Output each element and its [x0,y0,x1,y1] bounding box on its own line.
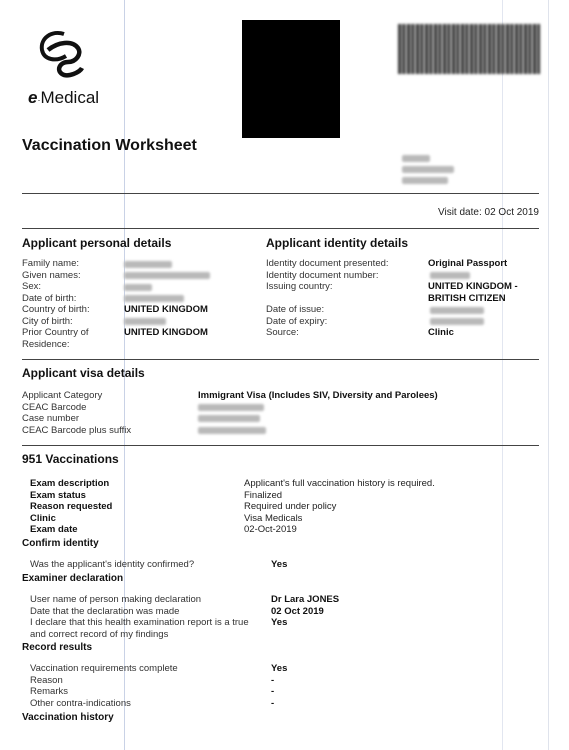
category-label: Applicant Category [22,390,103,401]
section-heading-confirm-identity: Confirm identity [22,538,99,549]
section-heading-vaccination-history: Vaccination history [22,712,114,723]
brand-text: Medical [40,88,100,107]
redacted-field [430,318,484,325]
visa-details [22,390,192,436]
remarks-value: - [271,686,275,697]
reason-label: Reason [30,674,63,686]
declaration-user-value: Dr Lara JONES [271,594,340,605]
date-of-issue-label: Date of issue: [266,304,325,315]
section-heading-vaccinations: 951 Vaccinations [22,452,119,466]
source-value: Clinic [428,327,454,338]
declaration-date-value: 02 Oct 2019 [271,605,324,617]
examiner-labels [30,594,252,640]
date-of-expiry-label: Date of expiry: [266,315,328,327]
exam-date-value: 02-Oct-2019 [244,524,297,535]
redacted-field [198,404,264,411]
exam-status-label: Exam status [30,489,86,501]
identity-details [266,258,426,339]
issuing-country-value: UNITED KINGDOM - BRITISH CITIZEN [428,281,518,304]
reason-requested-label: Reason requested [30,501,113,512]
reason-requested-value: Required under policy [244,501,337,512]
doc-presented-label: Identity document presented: [266,258,389,269]
divider [22,228,539,229]
confirm-identity-question: Was the applicant's identity confirmed? [30,559,195,570]
redacted-photo [242,20,340,138]
divider [22,359,539,360]
given-names-label: Given names: [22,269,81,281]
city-of-birth-label: City of birth: [22,315,73,327]
other-contra-label: Other contra-indications [30,697,131,709]
divider [22,193,539,194]
prior-country-value: UNITED KINGDOM [124,327,208,338]
section-heading-identity: Applicant identity details [266,236,409,250]
redacted-field [430,272,470,279]
section-heading-personal: Applicant personal details [22,236,172,250]
reason-value: - [271,674,275,686]
redacted-field [124,318,166,325]
remarks-label: Remarks [30,686,69,697]
section-heading-visa: Applicant visa details [22,366,145,380]
dob-label: Date of birth: [22,292,77,304]
case-number-label: Case number [22,413,80,424]
doc-presented-value: Original Passport [428,258,508,269]
page-title: Vaccination Worksheet [22,137,197,154]
brand-prefix: e [28,88,38,107]
redacted-field [198,415,260,422]
scan-line [548,0,549,750]
issuing-country-label: Issuing country: [266,281,333,292]
redacted-barcode [398,24,540,74]
redacted-field [402,177,448,184]
requirements-complete-value: Yes [271,663,288,674]
country-of-birth-value: UNITED KINGDOM [124,304,208,315]
redacted-field [124,284,152,291]
declaration-date-label: Date that the declaration was made [30,605,180,617]
examiner-values [271,594,339,629]
scan-line [502,0,503,750]
exam-description-label: Exam description [30,478,110,489]
source-label: Source: [266,327,299,338]
redacted-field [198,427,266,434]
declaration-true-value: Yes [271,617,288,628]
ceac-barcode-label: CEAC Barcode [22,401,87,413]
exam-labels [30,478,230,536]
doc-number-label: Identity document number: [266,269,379,281]
confirm-identity-answer: Yes [271,559,288,570]
redacted-field [124,261,172,268]
category-value: Immigrant Visa (Includes SIV, Diversity and Parolees) [198,390,438,401]
sex-label: Sex: [22,281,42,292]
divider [22,445,539,446]
ceac-suffix-label: CEAC Barcode plus suffix [22,424,132,436]
exam-status-value: Finalized [244,489,283,501]
results-labels [30,663,250,709]
declaration-true-label: I declare that this health examination report is a true and correct record of my findings [30,617,249,640]
clinic-value: Visa Medicals [244,512,303,524]
redacted-field [402,166,454,173]
visit-date: Visit date: 02 Oct 2019 [438,207,539,218]
brand-name: e·Medical [28,88,100,107]
exam-values [244,478,534,536]
country-of-birth-label: Country of birth: [22,304,90,315]
other-contra-value: - [271,697,275,709]
requirements-complete-label: Vaccination requirements complete [30,663,178,674]
redacted-field [402,155,430,162]
declaration-user-label: User name of person making declaration [30,594,202,605]
section-heading-examiner: Examiner declaration [22,573,124,584]
family-name-label: Family name: [22,258,80,269]
prior-country-label: Prior Country of Residence: [22,327,89,350]
exam-description-value: Applicant's full vaccination history is required. [244,478,435,489]
exam-date-label: Exam date [30,524,78,535]
redacted-field [124,295,184,302]
e-medical-logo-icon [34,28,90,80]
results-values [271,663,287,709]
redacted-field [124,272,210,279]
section-heading-record-results: Record results [22,642,93,653]
redacted-field [430,307,484,314]
clinic-label: Clinic [30,512,56,524]
